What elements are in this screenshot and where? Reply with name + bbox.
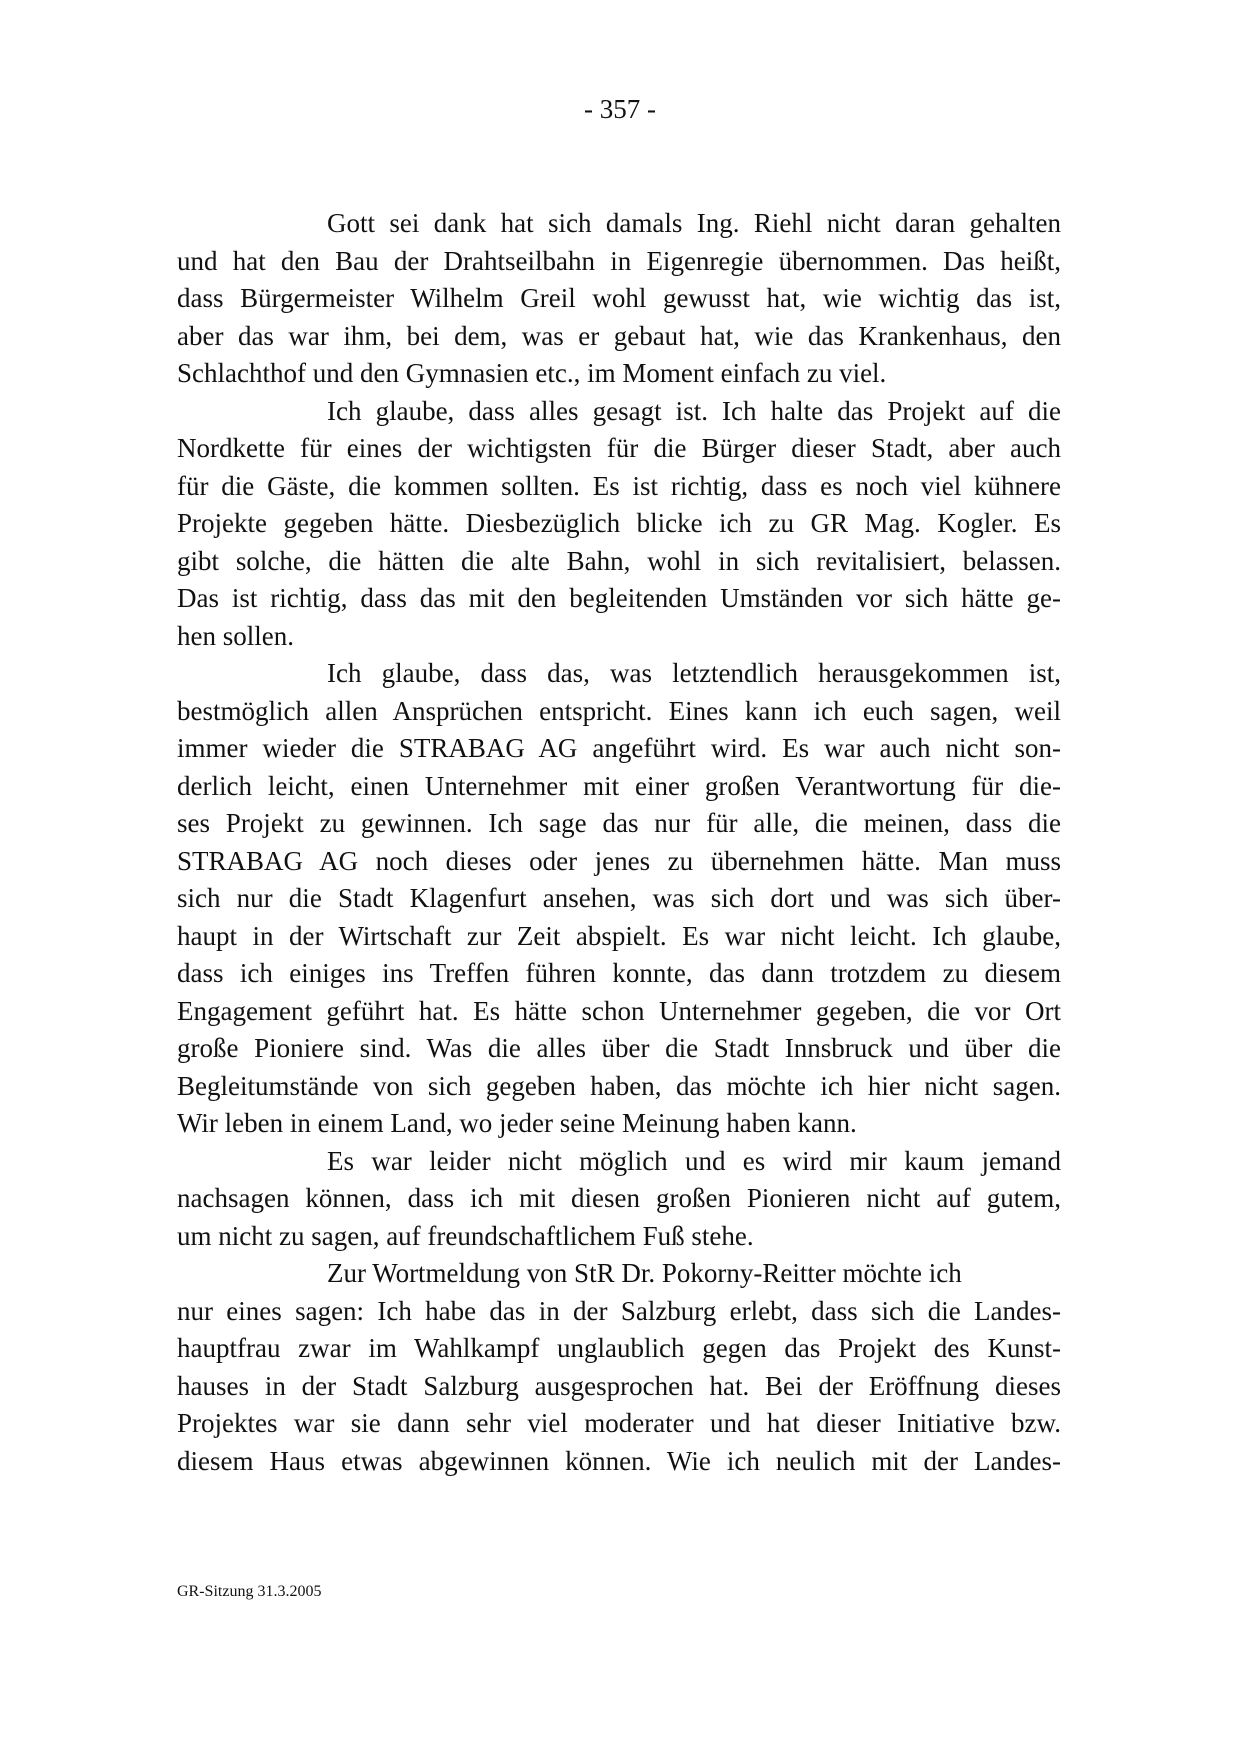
text-line: hauses in der Stadt Salzburg ausgesprochen hat. Bei der Eröffnung dieses [177, 1370, 1061, 1401]
text-line: Engagement geführt hat. Es hätte schon Unternehmer gegeben, die vor Ort [177, 995, 1061, 1026]
text-line: Das ist richtig, dass das mit den begleitenden Umständen vor sich hätte ge- [177, 583, 1061, 613]
text-line: Schlachthof und den Gymnasien etc., im Moment einfach zu viel. [177, 358, 887, 388]
text-line: derlich leicht, einen Unternehmer mit einer großen Verantwortung für die- [177, 770, 1061, 801]
text-line: haupt in der Wirtschaft zur Zeit abspielt. Es war nicht leicht. Ich glaube, [177, 920, 1061, 951]
text-line: sich nur die Stadt Klagenfurt ansehen, was sich dort und was sich über- [177, 883, 1061, 913]
page-number: - 357 - [584, 94, 656, 124]
text-line: Ich glaube, dass alles gesagt ist. Ich halte das Projekt auf die [327, 395, 1061, 426]
text-line: nur eines sagen: Ich habe das in der Salzburg erlebt, dass sich die Landes- [177, 1295, 1061, 1326]
text-line: Begleitumstände von sich gegeben haben, das möchte ich hier nicht sagen. [177, 1070, 1061, 1101]
text-line: große Pioniere sind. Was die alles über die Stadt Innsbruck und über die [177, 1033, 1061, 1063]
text-line: STRABAG AG noch dieses oder jenes zu übernehmen hätte. Man muss [177, 845, 1061, 876]
text-line: und hat den Bau der Drahtseilbahn in Eigenregie übernommen. Das heißt, [177, 245, 1061, 276]
text-line: für die Gäste, die kommen sollten. Es ist richtig, dass es noch viel kühnere [177, 470, 1061, 501]
paragraph-1 [177, 205, 1061, 393]
text-line: hen sollen. [177, 620, 294, 651]
text-line: Wir leben in einem Land, wo jeder seine Meinung haben kann. [177, 1108, 857, 1138]
text-line: Es war leider nicht möglich und es wird mir kaum jemand [327, 1145, 1061, 1176]
text-line: gibt solche, die hätten die alte Bahn, wohl in sich revitalisiert, belassen. [177, 545, 1061, 576]
text-line: dass ich einiges ins Treffen führen konnte, das dann trotzdem zu diesem [177, 958, 1061, 988]
body-text [177, 205, 1061, 1480]
text-line: um nicht zu sagen, auf freundschaftlichem Fuß stehe. [177, 1220, 754, 1251]
text-line: ses Projekt zu gewinnen. Ich sage das nur für alle, die meinen, dass die [177, 808, 1061, 838]
paragraph-4 [177, 1143, 1061, 1256]
text-line: nachsagen können, dass ich mit diesen großen Pionieren nicht auf gutem, [177, 1183, 1061, 1213]
paragraph-2 [177, 393, 1061, 656]
paragraph-3 [177, 655, 1061, 1143]
text-line: bestmöglich allen Ansprüchen entspricht. Eines kann ich euch sagen, weil [177, 695, 1061, 726]
text-line: Projekte gegeben hätte. Diesbezüglich blicke ich zu GR Mag. Kogler. Es [177, 508, 1061, 538]
text-line: Gott sei dank hat sich damals Ing. Riehl nicht daran gehalten [327, 208, 1061, 238]
text-line: Zur Wortmeldung von StR Dr. Pokorny-Reitter möchte ich [327, 1258, 962, 1288]
text-line: immer wieder die STRABAG AG angeführt wird. Es war auch nicht son- [177, 733, 1061, 763]
text-line: diesem Haus etwas abgewinnen können. Wie ich neulich mit der Landes- [177, 1445, 1061, 1476]
text-line: Ich glaube, dass das, was letztendlich herausgekommen ist, [327, 658, 1061, 688]
text-line: hauptfrau zwar im Wahlkampf unglaublich gegen das Projekt des Kunst- [177, 1333, 1061, 1363]
text-line: dass Bürgermeister Wilhelm Greil wohl gewusst hat, wie wichtig das ist, [177, 283, 1061, 313]
text-line: Nordkette für eines der wichtigsten für die Bürger dieser Stadt, aber auch [177, 433, 1061, 463]
footer-session-date: GR-Sitzung 31.3.2005 [177, 1583, 322, 1600]
text-line: Projektes war sie dann sehr viel moderater und hat dieser Initiative bzw. [177, 1408, 1061, 1438]
paragraph-5 [177, 1255, 1061, 1480]
text-line: aber das war ihm, bei dem, was er gebaut hat, wie das Krankenhaus, den [177, 320, 1061, 351]
